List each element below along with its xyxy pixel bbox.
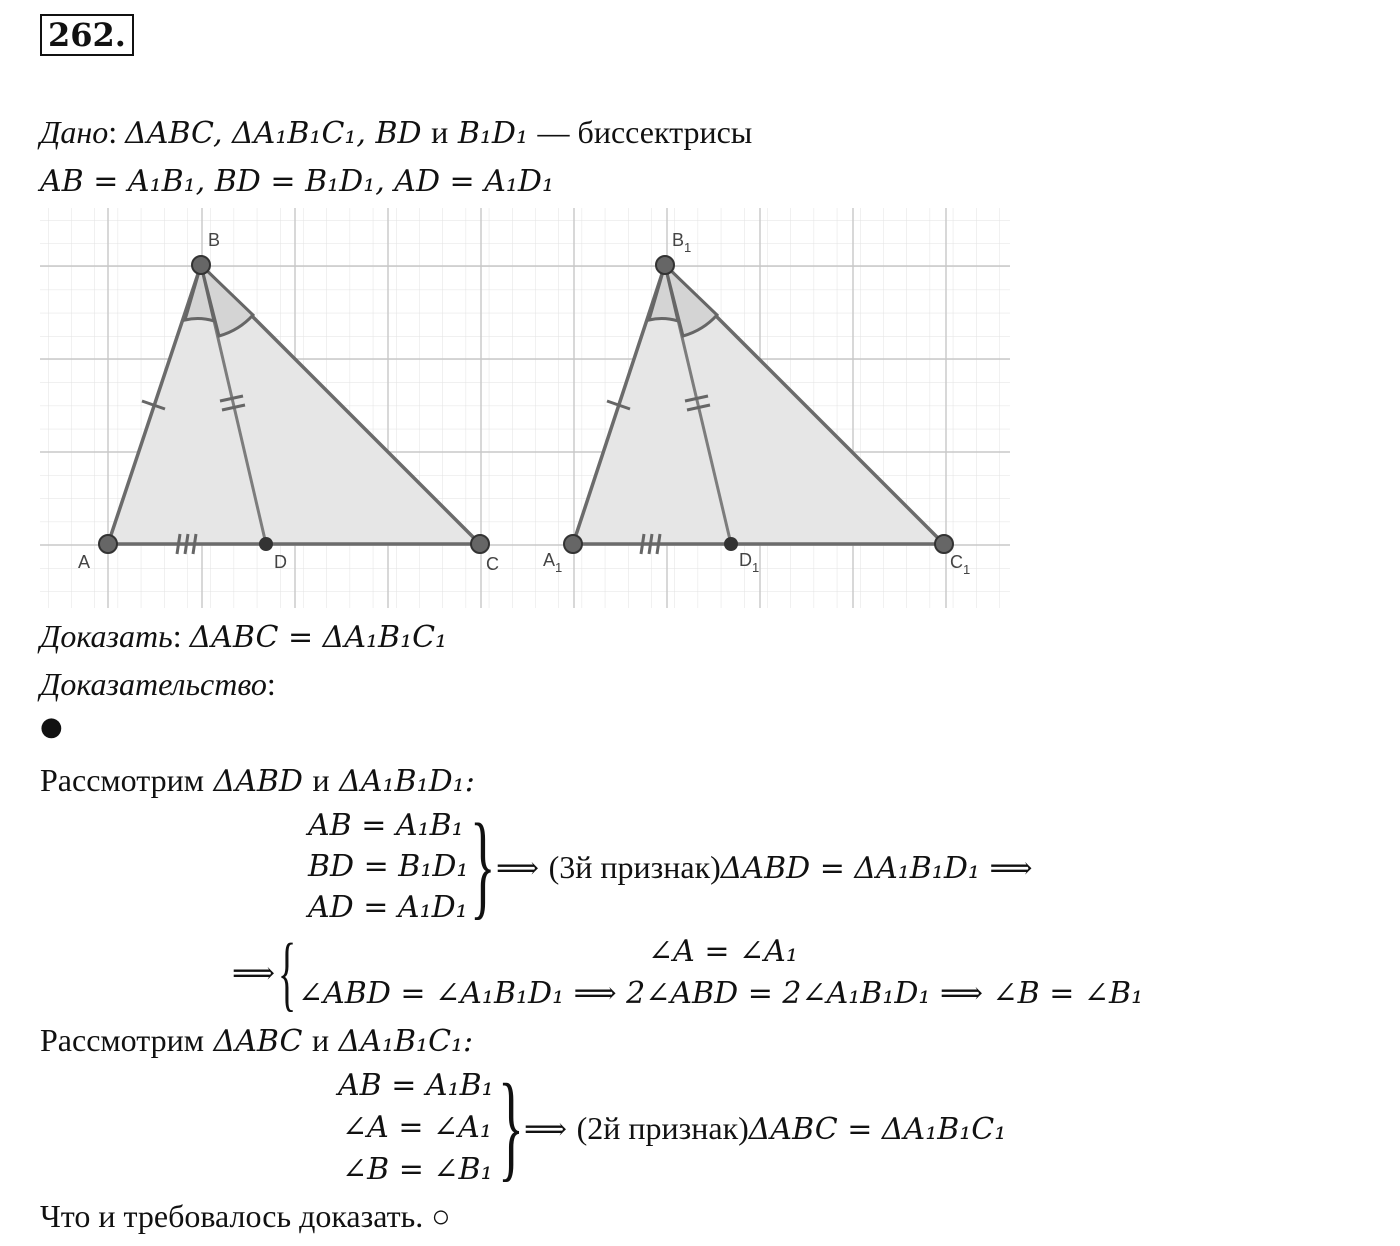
prove-label: Доказать xyxy=(40,618,173,654)
step1-triangle-2: ΔA₁B₁D₁: xyxy=(339,764,475,799)
given-label: Дано xyxy=(40,114,109,150)
step2-row-1: ∠A = ∠A₁ xyxy=(648,934,798,969)
bullet: ● xyxy=(40,712,63,742)
step1-conclusion xyxy=(496,849,1032,887)
proof-heading: Доказательство: xyxy=(40,666,276,702)
step1-conj: и xyxy=(312,762,330,798)
point-a1 xyxy=(564,535,582,553)
step1-triangle-1: ΔABD xyxy=(213,764,303,799)
point-b1 xyxy=(656,256,674,274)
step3-arrow: ⟹ xyxy=(524,1112,568,1147)
step3-conclusion xyxy=(524,1110,1006,1148)
given-conj: и xyxy=(431,114,449,150)
step3-intro-text: Рассмотрим xyxy=(40,1022,204,1058)
label-c: C xyxy=(486,554,499,574)
label-a1: $A_1$ xyxy=(543,550,563,575)
given-bisectors-text: — биссектрисы xyxy=(537,114,753,150)
label-b: B xyxy=(208,230,221,250)
given-line-1: Дано: ΔABC, ΔA₁B₁C₁, BD и B₁D₁ — биссектрисы xyxy=(40,114,753,151)
step1-intro xyxy=(40,762,475,800)
step1-criterion: (3й признак) xyxy=(548,849,721,885)
label-a: A xyxy=(78,552,91,572)
label-b1: $B_1$ xyxy=(672,230,692,255)
point-a xyxy=(99,535,117,553)
step3-brace: } xyxy=(498,1059,524,1192)
proof-label: Доказательство xyxy=(40,666,267,702)
prove-statement: ΔABC = ΔA₁B₁C₁ xyxy=(189,620,448,655)
label-c1: $C_1$ xyxy=(950,552,971,577)
step2-arrow: ⟹ xyxy=(232,956,276,991)
step1-intro-text: Рассмотрим xyxy=(40,762,204,798)
prove-line: Доказать: ΔABC = ΔA₁B₁C₁ xyxy=(40,618,448,655)
step1-arrow: ⟹ xyxy=(496,851,540,886)
point-d xyxy=(259,537,273,551)
given-triangles: ΔABC, ΔA₁B₁C₁, BD xyxy=(125,116,422,151)
step3-triangle-2: ΔA₁B₁C₁: xyxy=(338,1024,474,1059)
step3-result: ΔABC = ΔA₁B₁C₁ xyxy=(748,1112,1007,1147)
label-d1: $D_1$ xyxy=(739,550,760,575)
step3-conj: и xyxy=(311,1022,330,1058)
point-b xyxy=(192,256,210,274)
step1-result: ΔABD = ΔA₁B₁D₁ ⟹ xyxy=(720,851,1033,886)
step1-brace: } xyxy=(470,799,496,930)
step3-intro xyxy=(40,1022,473,1060)
point-c xyxy=(471,535,489,553)
step3-row-3: ∠B = ∠B₁ xyxy=(342,1152,493,1187)
step2-row-2: ∠ABD = ∠A₁B₁D₁ ⟹ 2∠ABD = 2∠A₁B₁D₁ ⟹ ∠B = ∠B₁ xyxy=(298,976,1144,1011)
step1-row-1: AB = A₁B₁ xyxy=(308,808,464,843)
step3-triangle-1: ΔABC xyxy=(213,1024,303,1059)
problem-number: 262. xyxy=(40,14,134,56)
label-d: D xyxy=(274,552,287,572)
point-c1 xyxy=(935,535,953,553)
point-d1 xyxy=(724,537,738,551)
step2-brace: { xyxy=(278,927,297,1020)
step3-criterion: (2й признак) xyxy=(576,1110,749,1146)
given-line-2: AB = A₁B₁, BD = B₁D₁, AD = A₁D₁ xyxy=(40,164,554,199)
step3-row-1: AB = A₁B₁ xyxy=(338,1068,494,1103)
conclusion: Что и требовалось доказать. ○ xyxy=(40,1198,451,1234)
triangles-figure xyxy=(40,208,1010,608)
step3-row-2: ∠A = ∠A₁ xyxy=(342,1110,492,1145)
step1-row-2: BD = B₁D₁ xyxy=(308,849,469,884)
step1-row-3: AD = A₁D₁ xyxy=(308,890,468,925)
given-bisector-2: B₁D₁ xyxy=(457,116,528,151)
